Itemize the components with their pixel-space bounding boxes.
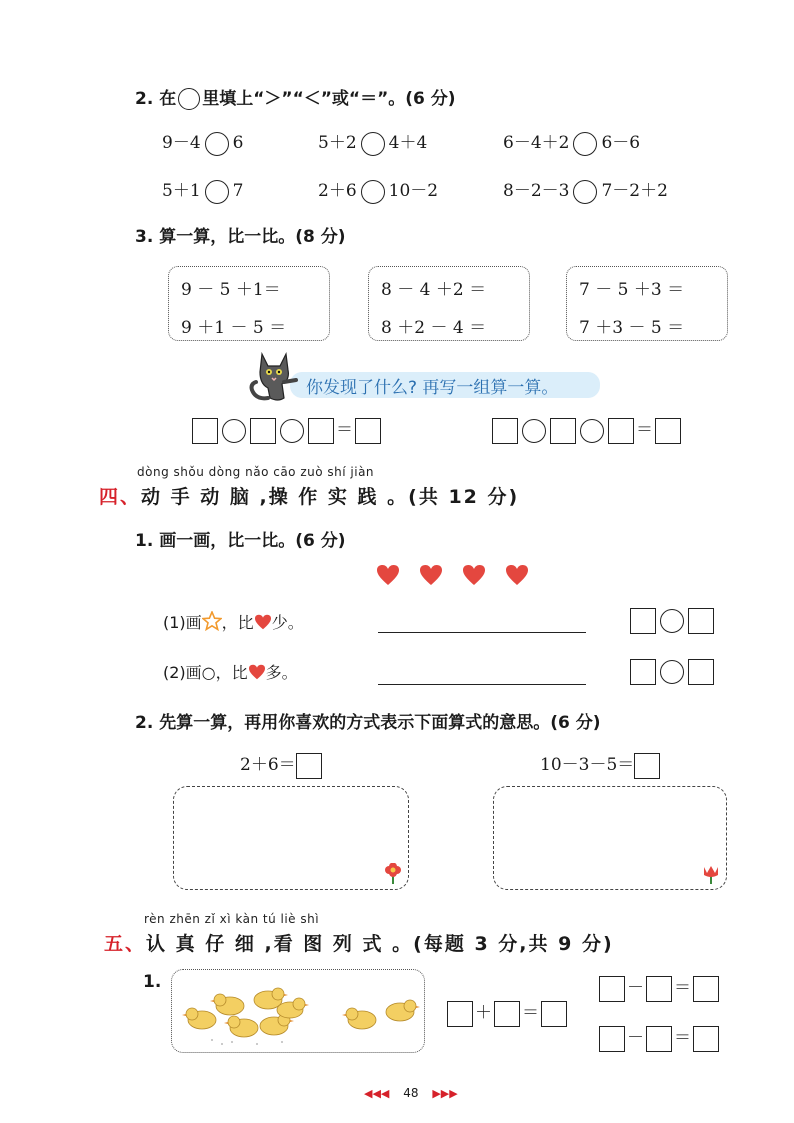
answer-circle[interactable] — [580, 419, 604, 443]
chick-icon — [172, 970, 424, 1052]
answer-box[interactable] — [646, 976, 672, 1002]
s4-q1-title: 1. 画一画，比一比。(6 分) — [135, 531, 346, 551]
answer-box[interactable] — [655, 418, 681, 444]
answer-box[interactable] — [599, 976, 625, 1002]
answer-box[interactable] — [688, 659, 714, 685]
calc-line[interactable]: 7 － 5 ＋3 ＝ — [579, 280, 685, 300]
answer-circle[interactable] — [660, 660, 684, 684]
answer-circle[interactable] — [573, 132, 597, 156]
answer-box[interactable] — [550, 418, 576, 444]
left-arrows-icon: ◀◀◀ — [364, 1087, 390, 1100]
compare-item: 5＋2 4＋4 — [318, 128, 427, 156]
flower-icon — [702, 863, 720, 885]
q2-title-part1: 2. 在 — [135, 89, 177, 109]
draw-item-2: (2)画○，比 多。 — [163, 663, 298, 682]
answer-box[interactable] — [308, 418, 334, 444]
heart-icon — [505, 564, 529, 586]
s4-q2-title: 2. 先算一算，再用你喜欢的方式表示下面算式的意思。(6 分) — [135, 713, 601, 733]
section5-heading — [104, 929, 614, 956]
calc-box — [368, 266, 530, 341]
compare-item: 5＋1 7 — [162, 176, 243, 204]
answer-circle — [178, 88, 200, 110]
answer-circle[interactable] — [522, 419, 546, 443]
s5-q1-label: 1. — [143, 972, 162, 992]
section4-heading — [99, 482, 519, 509]
answer-circle[interactable] — [660, 609, 684, 633]
answer-box[interactable] — [250, 418, 276, 444]
answer-box[interactable] — [630, 659, 656, 685]
calc-box — [566, 266, 728, 341]
flower-icon — [384, 863, 402, 885]
compare-item: 8－2－3 7－2＋2 — [503, 176, 668, 204]
star-icon — [202, 611, 222, 631]
page-footer — [364, 1086, 458, 1100]
blank-equation — [192, 415, 381, 444]
subtraction-equation: － ＝ — [599, 973, 719, 1002]
answer-box[interactable] — [630, 608, 656, 634]
section5-number: 五、 — [104, 933, 147, 955]
answer-box[interactable] — [494, 1001, 520, 1027]
answer-circle[interactable] — [222, 419, 246, 443]
compare-item: 2＋6 10－2 — [318, 176, 438, 204]
section4-title: 动 手 动 脑 ,操 作 实 践 。(共 12 分) — [141, 486, 520, 508]
answer-box[interactable] — [599, 1026, 625, 1052]
compare-item: 9－4 6 — [162, 128, 243, 156]
answer-box[interactable] — [355, 418, 381, 444]
answer-circle[interactable] — [205, 180, 229, 204]
s4-expr-1: 2＋6＝ — [240, 750, 322, 779]
cat-prompt: 你发现了什么? 再写一组算一算。 — [306, 378, 559, 398]
section4-number: 四、 — [99, 486, 142, 508]
calc-line[interactable]: 7 ＋3 － 5 ＝ — [579, 318, 685, 338]
cat-icon — [248, 348, 304, 404]
equals-sign: ＝ — [336, 420, 353, 440]
answer-circle[interactable] — [205, 132, 229, 156]
answer-circle[interactable] — [361, 180, 385, 204]
answer-box[interactable] — [646, 1026, 672, 1052]
answer-box[interactable] — [688, 608, 714, 634]
subtraction-equation: － ＝ — [599, 1023, 719, 1052]
answer-line[interactable] — [378, 684, 586, 685]
answer-circle[interactable] — [280, 419, 304, 443]
answer-circle[interactable] — [573, 180, 597, 204]
answer-box[interactable] — [492, 418, 518, 444]
answer-box[interactable] — [608, 418, 634, 444]
answer-circle[interactable] — [361, 132, 385, 156]
answer-box[interactable] — [693, 1026, 719, 1052]
blank-equation — [492, 415, 681, 444]
chicks-picture — [171, 969, 425, 1053]
hearts-row — [376, 564, 529, 586]
answer-box[interactable] — [447, 1001, 473, 1027]
right-arrows-icon: ▶▶▶ — [432, 1087, 458, 1100]
q2-title-part2: 里填上“＞”“＜”或“＝”。(6 分) — [202, 89, 456, 109]
page-number: 48 — [403, 1086, 419, 1100]
addition-equation: ＋ ＝ — [447, 998, 567, 1027]
answer-box[interactable] — [541, 1001, 567, 1027]
calc-line[interactable]: 9 － 5 ＋1＝ — [181, 280, 281, 300]
q2-title — [135, 84, 456, 110]
heart-icon — [462, 564, 486, 586]
calc-line[interactable]: 8 － 4 ＋2 ＝ — [381, 280, 487, 300]
answer-box[interactable] — [296, 753, 322, 779]
answer-box[interactable] — [634, 753, 660, 779]
heart-icon — [254, 614, 272, 630]
drawing-box[interactable] — [493, 786, 727, 890]
section5-pinyin: rèn zhēn zǐ xì kàn tú liè shì — [144, 912, 320, 926]
drawing-box[interactable] — [173, 786, 409, 890]
draw-item-1: (1)画 ，比 少。 — [163, 613, 304, 632]
q3-title: 3. 算一算，比一比。(8 分) — [135, 227, 346, 247]
calc-box — [168, 266, 330, 341]
section5-title: 认 真 仔 细 ,看 图 列 式 。(每题 3 分,共 9 分) — [146, 933, 614, 955]
calc-line[interactable]: 8 ＋2 － 4 ＝ — [381, 318, 487, 338]
heart-icon — [248, 664, 266, 680]
heart-icon — [419, 564, 443, 586]
answer-line[interactable] — [378, 632, 586, 633]
calc-line[interactable]: 9 ＋1 － 5 ＝ — [181, 318, 287, 338]
equals-sign: ＝ — [636, 420, 653, 440]
section4-pinyin: dòng shǒu dòng nǎo cāo zuò shí jiàn — [137, 465, 375, 479]
answer-box[interactable] — [693, 976, 719, 1002]
heart-icon — [376, 564, 400, 586]
compare-boxes — [630, 659, 714, 685]
compare-boxes — [630, 608, 714, 634]
answer-box[interactable] — [192, 418, 218, 444]
s4-expr-2: 10－3－5＝ — [540, 750, 660, 779]
compare-item: 6－4＋2 6－6 — [503, 128, 640, 156]
